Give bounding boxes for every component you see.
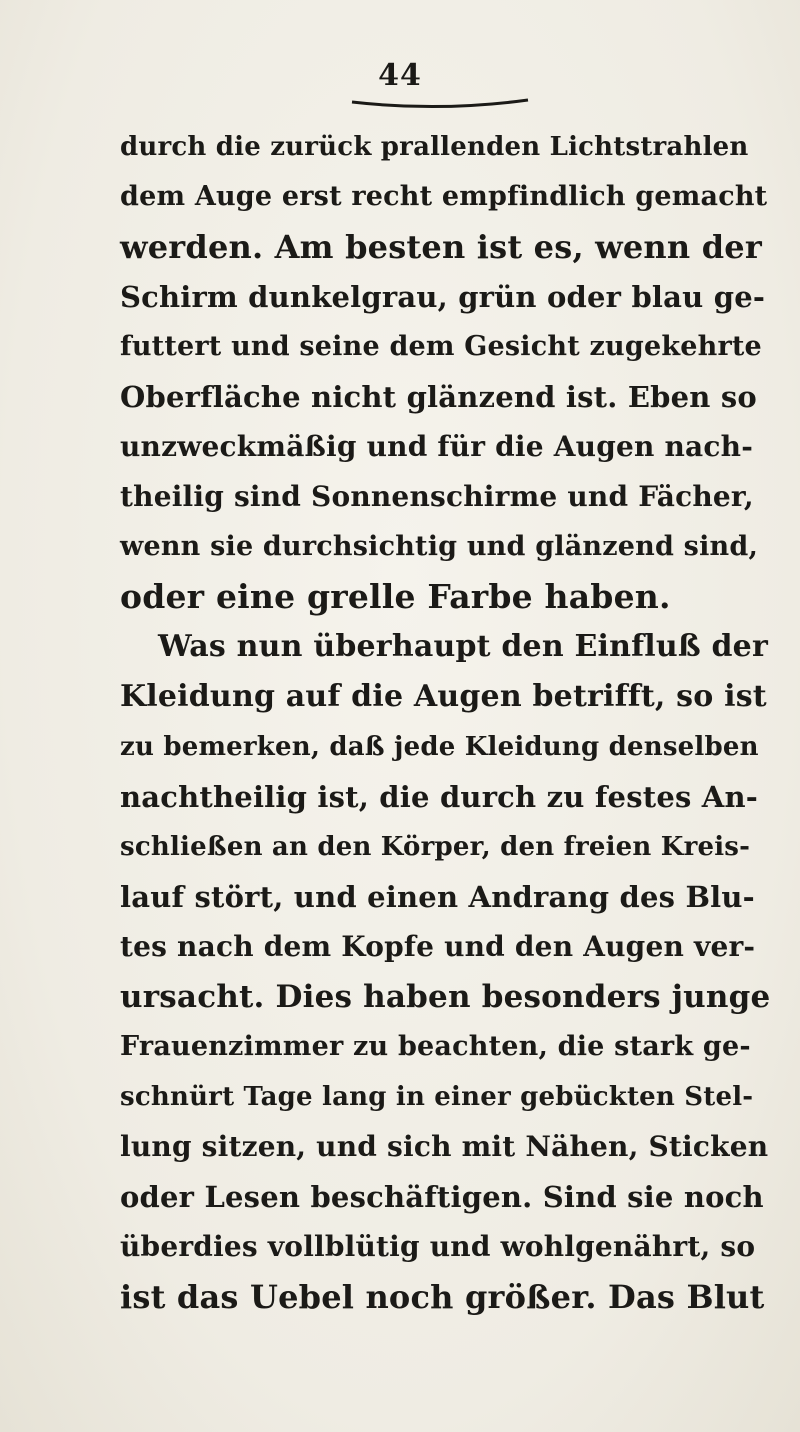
text-line: werden. Am besten ist es, wenn der — [120, 228, 762, 266]
page-text — [120, 122, 770, 1322]
text-line: oder Lesen beschäftigen. Sind sie noch — [120, 1180, 764, 1214]
text-line: dem Auge erst recht empfindlich gemacht — [120, 181, 768, 212]
text-line: Kleidung auf die Augen betrifft, so ist — [120, 679, 767, 714]
text-line: ursacht. Dies haben besonders junge — [120, 979, 771, 1015]
text-line: schnürt Tage lang in einer gebückten Stel- — [120, 1082, 754, 1112]
text-line: oder eine grelle Farbe haben. — [120, 577, 671, 616]
text-line: überdies vollblütig und wohlgenährt, so — [120, 1230, 756, 1263]
text-line: lauf stört, und einen Andrang des Blu- — [120, 880, 755, 914]
page-number: 44 — [378, 58, 422, 93]
text-line: tes nach dem Kopfe und den Augen ver- — [120, 930, 756, 963]
text-line: theilig sind Sonnenschirme und Fächer, — [120, 480, 754, 513]
text-line: Oberfläche nicht glänzend ist. Eben so — [120, 380, 757, 414]
text-line: unzweckmäßig und für die Augen nach- — [120, 430, 754, 463]
text-line: wenn sie durchsichtig und glänzend sind, — [120, 531, 759, 562]
text-line: zu bemerken, daß jede Kleidung denselben — [120, 732, 759, 762]
paragraph-start-line: Was nun überhaupt den Einfluß der — [158, 629, 768, 664]
text-line: schließen an den Körper, den freien Kreis- — [120, 832, 751, 862]
text-line: nachtheilig ist, die durch zu festes An- — [120, 780, 759, 814]
ornament-rule — [350, 98, 530, 112]
text-line: ist das Uebel noch größer. Das Blut — [120, 1278, 765, 1316]
text-line: lung sitzen, und sich mit Nähen, Sticken — [120, 1130, 769, 1163]
text-line: Frauenzimmer zu beachten, die stark ge- — [120, 1031, 751, 1062]
text-line: Schirm dunkelgrau, grün oder blau ge- — [120, 280, 766, 314]
text-line: durch die zurück prallenden Lichtstrahlen — [120, 132, 749, 162]
text-line: futtert und seine dem Gesicht zugekehrte — [120, 331, 762, 362]
